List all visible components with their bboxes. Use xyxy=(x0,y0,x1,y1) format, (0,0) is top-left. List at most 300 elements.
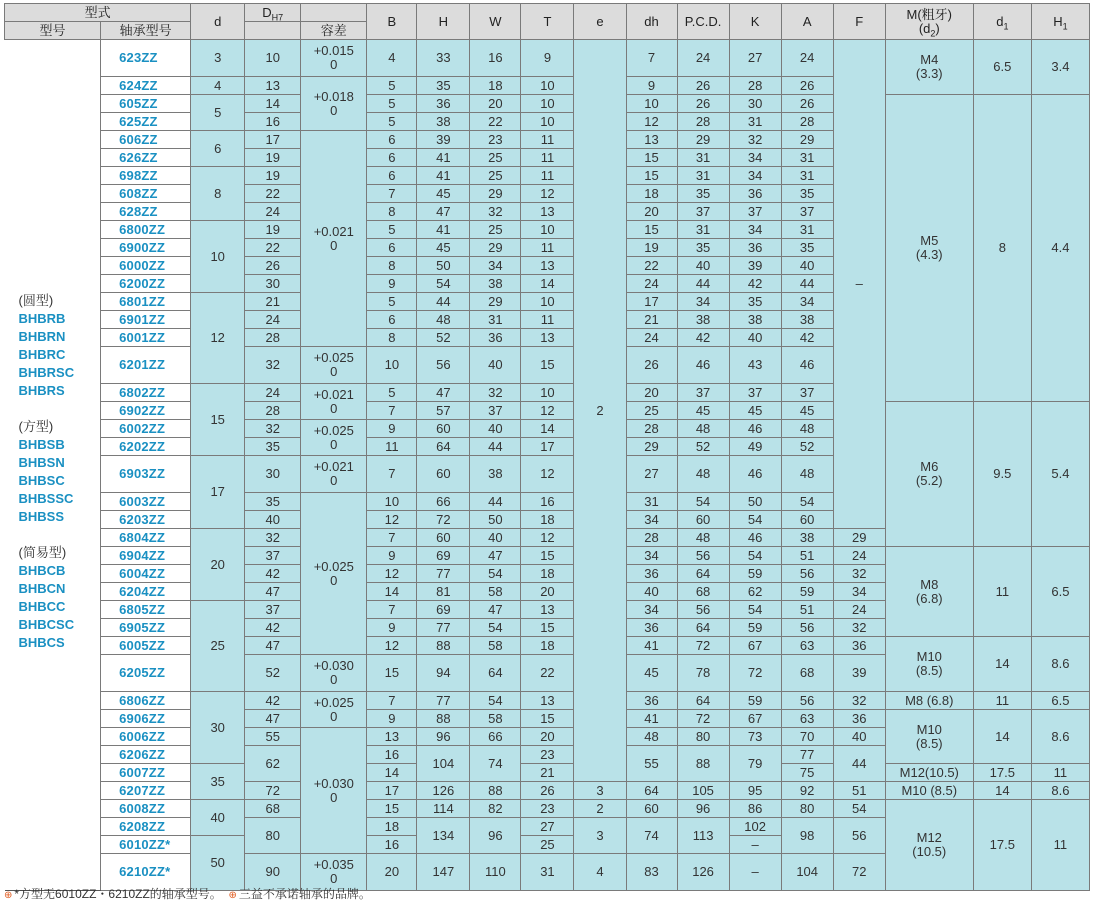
k-value: 37 xyxy=(729,384,781,402)
k-value: 34 xyxy=(729,167,781,185)
w-value: 25 xyxy=(470,167,521,185)
k-value: 79 xyxy=(729,746,781,782)
k-value: 54 xyxy=(729,601,781,619)
tolerance-value xyxy=(301,456,367,493)
h-value: 60 xyxy=(417,456,470,493)
b-value: 9 xyxy=(367,710,417,728)
table-row xyxy=(5,402,1090,420)
a-value: 35 xyxy=(781,185,833,203)
thread-size-value: M12(10.5) xyxy=(885,764,973,782)
pcd-value: 26 xyxy=(677,95,729,113)
w-value: 96 xyxy=(470,818,521,854)
tolerance-lower: 0 xyxy=(330,708,338,724)
model-code: BHBCC xyxy=(18,599,66,614)
h-value: 147 xyxy=(417,854,470,891)
a-value: 63 xyxy=(781,710,833,728)
tolerance-lower: 0 xyxy=(330,672,338,687)
dh-value: 28 xyxy=(626,420,677,438)
pcd-value: 78 xyxy=(677,655,729,692)
k-value: 67 xyxy=(729,710,781,728)
a-value: 42 xyxy=(781,329,833,347)
model-code: BHBRC xyxy=(18,347,66,362)
pcd-value: 54 xyxy=(677,493,729,511)
thread-size-value: M8 (6.8) xyxy=(885,692,973,710)
h-value: 126 xyxy=(417,782,470,800)
dh7-value: 14 xyxy=(245,95,301,113)
b-value: 7 xyxy=(367,601,417,619)
dh7-value: 42 xyxy=(245,692,301,710)
dh-value: 22 xyxy=(626,257,677,275)
pcd-value: 64 xyxy=(677,619,729,637)
t-value: 23 xyxy=(521,800,574,818)
b-value: 6 xyxy=(367,311,417,329)
k-value: 34 xyxy=(729,221,781,239)
a-value: 35 xyxy=(781,239,833,257)
pcd-value: 113 xyxy=(677,818,729,854)
h-value: 81 xyxy=(417,583,470,601)
t-value: 31 xyxy=(521,854,574,891)
dh-value: 18 xyxy=(626,185,677,203)
h1-value: 8.6 xyxy=(1031,637,1089,692)
f-value: 54 xyxy=(833,800,885,818)
bearing-part-number: 6900ZZ xyxy=(101,239,191,257)
a-value: 26 xyxy=(781,95,833,113)
pcd-value: 35 xyxy=(677,185,729,203)
tolerance-upper: +0.021 xyxy=(313,386,354,402)
h-value: 39 xyxy=(417,131,470,149)
h-value: 44 xyxy=(417,293,470,311)
d-header: d xyxy=(191,4,245,40)
pcd-value: 88 xyxy=(677,746,729,782)
dh-value: 27 xyxy=(626,456,677,493)
model-code: BHBRN xyxy=(18,329,66,344)
h-value: 33 xyxy=(417,40,470,77)
pcd-value: 64 xyxy=(677,692,729,710)
tolerance-lower: 0 xyxy=(330,473,338,488)
k-value: 30 xyxy=(729,95,781,113)
h-value: 57 xyxy=(417,402,470,420)
t-value: 14 xyxy=(521,420,574,438)
h-value: 45 xyxy=(417,239,470,257)
h1-value: 5.4 xyxy=(1031,402,1089,547)
k-value: 43 xyxy=(729,347,781,384)
a-value: 59 xyxy=(781,583,833,601)
tolerance-value xyxy=(301,692,367,728)
bearing-part-number: 6802ZZ xyxy=(101,384,191,402)
pcd-value: 31 xyxy=(677,167,729,185)
h-value: 72 xyxy=(417,511,470,529)
f-header: F xyxy=(833,4,885,40)
pcd-value: 60 xyxy=(677,511,729,529)
dh7-value: 32 xyxy=(245,347,301,384)
dh7-value: 47 xyxy=(245,710,301,728)
k-value: 36 xyxy=(729,185,781,203)
a-value: 37 xyxy=(781,384,833,402)
t-value: 15 xyxy=(521,547,574,565)
pcd-value: 35 xyxy=(677,239,729,257)
tolerance-lower: 0 xyxy=(330,364,338,379)
t-value: 15 xyxy=(521,710,574,728)
dh7-header: $D_{H7}$ xyxy=(245,4,301,22)
model-list xyxy=(5,40,101,891)
h1-value: 8.6 xyxy=(1031,782,1089,800)
w-value: 88 xyxy=(470,782,521,800)
h-value: 69 xyxy=(417,547,470,565)
w-value: 29 xyxy=(470,293,521,311)
dh7-value: 22 xyxy=(245,239,301,257)
thread-drill-diameter: (6.8) xyxy=(915,590,943,606)
w-value: 40 xyxy=(470,347,521,384)
w-value: 36 xyxy=(470,329,521,347)
b-value: 20 xyxy=(367,854,417,891)
model-code: BHBRS xyxy=(18,383,65,398)
h1-header: $H_1$ xyxy=(1031,4,1089,40)
bearing-part-number: 6800ZZ xyxy=(101,221,191,239)
h-value: 38 xyxy=(417,113,470,131)
model-code: BHBRSC xyxy=(18,365,75,380)
d-value: 10 xyxy=(191,221,245,293)
thread-size: M10 xyxy=(916,649,942,664)
t-value: 13 xyxy=(521,601,574,619)
a-value: 104 xyxy=(781,854,833,891)
h1-value: 3.4 xyxy=(1031,40,1089,95)
k-value: 36 xyxy=(729,239,781,257)
dh-value: 12 xyxy=(626,113,677,131)
h-value: 41 xyxy=(417,149,470,167)
k-value: 54 xyxy=(729,547,781,565)
k-value: 50 xyxy=(729,493,781,511)
b-value: 7 xyxy=(367,456,417,493)
h1-value: 6.5 xyxy=(1031,692,1089,710)
b-value: 6 xyxy=(367,239,417,257)
thread-drill-diameter: (5.2) xyxy=(915,473,943,488)
model-code: BHBCS xyxy=(18,635,65,650)
w-value: 29 xyxy=(470,239,521,257)
bearing-part-number: 6007ZZ xyxy=(101,764,191,782)
bearing-part-number: 6805ZZ xyxy=(101,601,191,619)
b-value: 12 xyxy=(367,637,417,655)
t-value: 11 xyxy=(521,239,574,257)
dh-value: 10 xyxy=(626,95,677,113)
f-value: 72 xyxy=(833,854,885,891)
a-value: 54 xyxy=(781,493,833,511)
k-value: 95 xyxy=(729,782,781,800)
dh7-value: 19 xyxy=(245,167,301,185)
b-value: 5 xyxy=(367,95,417,113)
t-header: T xyxy=(521,4,574,40)
dh-value: 19 xyxy=(626,239,677,257)
tolerance-value xyxy=(301,655,367,692)
h-value: 36 xyxy=(417,95,470,113)
h-value: 56 xyxy=(417,347,470,384)
tolerance-lower: 0 xyxy=(330,572,338,588)
pcd-value: 52 xyxy=(677,438,729,456)
w-value: 16 xyxy=(470,40,521,77)
dh7-value: 16 xyxy=(245,113,301,131)
thread-size: M8 xyxy=(920,576,939,592)
tolerance-upper: +0.021 xyxy=(313,459,354,474)
h-value: 48 xyxy=(417,311,470,329)
t-value: 20 xyxy=(521,583,574,601)
d1-value: 17.5 xyxy=(973,800,1031,891)
w-value: 110 xyxy=(470,854,521,891)
thread-size-value xyxy=(885,40,973,95)
pcd-header: P.C.D. xyxy=(677,4,729,40)
d1-value: 14 xyxy=(973,782,1031,800)
tolerance-upper: +0.035 xyxy=(313,857,354,872)
table-row xyxy=(5,547,1090,565)
spec-table-body xyxy=(5,40,1090,891)
pcd-value: 48 xyxy=(677,456,729,493)
tolerance-lower: 0 xyxy=(330,237,338,253)
b-value: 5 xyxy=(367,221,417,239)
h1-value: 11 xyxy=(1031,764,1089,782)
b-value: 6 xyxy=(367,167,417,185)
w-value: 31 xyxy=(470,311,521,329)
note-mark-icon: ⊕ xyxy=(4,890,13,901)
t-value: 10 xyxy=(521,384,574,402)
dh-value: 48 xyxy=(626,728,677,746)
b-value: 11 xyxy=(367,438,417,456)
h-value: 52 xyxy=(417,329,470,347)
a-value: 48 xyxy=(781,420,833,438)
dh-value: 15 xyxy=(626,149,677,167)
h-value: 54 xyxy=(417,275,470,293)
model-code: BHBSSC xyxy=(18,491,74,506)
k-value: 59 xyxy=(729,619,781,637)
w-value: 38 xyxy=(470,456,521,493)
b-value: 9 xyxy=(367,275,417,293)
pcd-value: 40 xyxy=(677,257,729,275)
bearing-part-number: 625ZZ xyxy=(101,113,191,131)
dh7-value: 47 xyxy=(245,637,301,655)
tolerance-value xyxy=(301,347,367,384)
dh-value: 83 xyxy=(626,854,677,891)
pcd-value: 37 xyxy=(677,384,729,402)
dh-value: 40 xyxy=(626,583,677,601)
table-row xyxy=(5,764,1090,782)
b-value: 12 xyxy=(367,511,417,529)
a-value: 80 xyxy=(781,800,833,818)
pcd-value: 56 xyxy=(677,601,729,619)
bearing-part-number: 6004ZZ xyxy=(101,565,191,583)
f-value: 51 xyxy=(833,782,885,800)
t-value: 11 xyxy=(521,131,574,149)
thread-size: M5 xyxy=(920,233,939,248)
w-value: 20 xyxy=(470,95,521,113)
h-value: 60 xyxy=(417,529,470,547)
b-value: 9 xyxy=(367,420,417,438)
b-value: 13 xyxy=(367,728,417,746)
f-value: 32 xyxy=(833,619,885,637)
d-value: 8 xyxy=(191,167,245,221)
d1-value: 9.5 xyxy=(973,402,1031,547)
h-value: 47 xyxy=(417,384,470,402)
thread-drill-diameter: (3.3) xyxy=(915,66,943,81)
a-value: 51 xyxy=(781,547,833,565)
a-value: 98 xyxy=(781,818,833,854)
dh7-value: 52 xyxy=(245,655,301,692)
dh7-value: 62 xyxy=(245,746,301,782)
bearing-part-number: 6207ZZ xyxy=(101,782,191,800)
w-value: 66 xyxy=(470,728,521,746)
bearing-part-number: 626ZZ xyxy=(101,149,191,167)
h-value: 41 xyxy=(417,167,470,185)
b-value: 4 xyxy=(367,40,417,77)
bearing-part-number: 6208ZZ xyxy=(101,818,191,836)
t-value: 27 xyxy=(521,818,574,836)
a-value: 77 xyxy=(781,746,833,764)
bearing-part-number: 6902ZZ xyxy=(101,402,191,420)
dh-value: 17 xyxy=(626,293,677,311)
k-value: 37 xyxy=(729,203,781,221)
thread-size-value: M10 (8.5) xyxy=(885,782,973,800)
bearing-part-number: 6901ZZ xyxy=(101,311,191,329)
spec-table-container xyxy=(4,3,1090,891)
w-value: 25 xyxy=(470,221,521,239)
thread-size-value xyxy=(885,800,973,891)
t-value: 10 xyxy=(521,95,574,113)
d-value: 12 xyxy=(191,293,245,384)
d1-value: 11 xyxy=(973,547,1031,637)
thread-drill-diameter: (4.3) xyxy=(915,247,943,262)
k-value: 45 xyxy=(729,402,781,420)
h-value: 45 xyxy=(417,185,470,203)
pcd-value: 48 xyxy=(677,420,729,438)
model-group-heading: (圆型) xyxy=(18,293,54,308)
dh7-value: 21 xyxy=(245,293,301,311)
footer-note-2: 三益不承诺轴承的品牌。 xyxy=(238,887,371,901)
k-value: 35 xyxy=(729,293,781,311)
t-value: 13 xyxy=(521,329,574,347)
k-value: 73 xyxy=(729,728,781,746)
thread-size-value xyxy=(885,402,973,547)
t-value: 18 xyxy=(521,511,574,529)
dh-value: 26 xyxy=(626,347,677,384)
w-value: 47 xyxy=(470,547,521,565)
dh7-value: 19 xyxy=(245,149,301,167)
bearing-part-number: 624ZZ xyxy=(101,77,191,95)
d1-value: 14 xyxy=(973,637,1031,692)
a-value: 38 xyxy=(781,529,833,547)
h1-value: 11 xyxy=(1031,800,1089,891)
pcd-value: 126 xyxy=(677,854,729,891)
d1-value: 17.5 xyxy=(973,764,1031,782)
bearing-part-number: 6903ZZ xyxy=(101,456,191,493)
dh-value: 13 xyxy=(626,131,677,149)
h-value: 64 xyxy=(417,438,470,456)
w-value: 23 xyxy=(470,131,521,149)
h-value: 47 xyxy=(417,203,470,221)
tolerance-lower: 0 xyxy=(330,871,338,886)
k-value: 38 xyxy=(729,311,781,329)
table-row xyxy=(5,782,1090,800)
a-value: 34 xyxy=(781,293,833,311)
b-value: 5 xyxy=(367,77,417,95)
h-value: 96 xyxy=(417,728,470,746)
tolerance-upper: +0.025 xyxy=(313,694,354,710)
f-value: 44 xyxy=(833,746,885,782)
b-value: 15 xyxy=(367,800,417,818)
e-value: 2 xyxy=(574,40,626,782)
e-value: 3 xyxy=(574,818,626,854)
dh-value: 74 xyxy=(626,818,677,854)
dh7-value: 32 xyxy=(245,420,301,438)
dh-value: 7 xyxy=(626,40,677,77)
h-value: 134 xyxy=(417,818,470,854)
h-value: 69 xyxy=(417,601,470,619)
h-header: H xyxy=(417,4,470,40)
d-value: 5 xyxy=(191,95,245,131)
tolerance-value xyxy=(301,40,367,77)
pcd-value: 37 xyxy=(677,203,729,221)
dh7-value: 37 xyxy=(245,547,301,565)
dh-value: 36 xyxy=(626,619,677,637)
pcd-value: 28 xyxy=(677,113,729,131)
a-value: 44 xyxy=(781,275,833,293)
d-value: 3 xyxy=(191,40,245,77)
f-value: 36 xyxy=(833,637,885,655)
a-value: 31 xyxy=(781,221,833,239)
t-value: 10 xyxy=(521,221,574,239)
t-value: 12 xyxy=(521,402,574,420)
tolerance-lower: 0 xyxy=(330,436,338,452)
thread-size: M6 xyxy=(920,459,939,474)
d-value: 4 xyxy=(191,77,245,95)
h1-value: 8.6 xyxy=(1031,710,1089,764)
a-value: 70 xyxy=(781,728,833,746)
model-group-heading: (简易型) xyxy=(18,545,67,560)
bearing-part-number: 6202ZZ xyxy=(101,438,191,456)
d-value: 15 xyxy=(191,384,245,456)
a-value: 56 xyxy=(781,619,833,637)
bearing-part-number: 608ZZ xyxy=(101,185,191,203)
dh7-value: 47 xyxy=(245,583,301,601)
f-value: 24 xyxy=(833,547,885,565)
k-value: 62 xyxy=(729,583,781,601)
h-value: 77 xyxy=(417,619,470,637)
tolerance-upper: +0.018 xyxy=(313,88,354,104)
b-value: 8 xyxy=(367,329,417,347)
bearing-part-number: 6906ZZ xyxy=(101,710,191,728)
bearing-part-number: 606ZZ xyxy=(101,131,191,149)
h-value: 88 xyxy=(417,710,470,728)
tolerance-upper: +0.025 xyxy=(313,422,354,438)
thread-size-value xyxy=(885,710,973,764)
w-value: 38 xyxy=(470,275,521,293)
h1-value: 6.5 xyxy=(1031,547,1089,637)
k-value: 59 xyxy=(729,565,781,583)
e-value: 2 xyxy=(574,800,626,818)
w-value: 64 xyxy=(470,655,521,692)
table-row xyxy=(5,95,1090,113)
a-value: 37 xyxy=(781,203,833,221)
b-value: 5 xyxy=(367,293,417,311)
a-value: 40 xyxy=(781,257,833,275)
t-value: 16 xyxy=(521,493,574,511)
tolerance-lower: 0 xyxy=(330,789,338,805)
w-value: 54 xyxy=(470,619,521,637)
dh-value: 24 xyxy=(626,275,677,293)
t-value: 12 xyxy=(521,529,574,547)
t-value: 11 xyxy=(521,149,574,167)
k-value: 31 xyxy=(729,113,781,131)
k-value: 72 xyxy=(729,655,781,692)
tolerance-upper: +0.015 xyxy=(313,43,354,58)
k-value: 32 xyxy=(729,131,781,149)
b-value: 5 xyxy=(367,113,417,131)
w-value: 18 xyxy=(470,77,521,95)
